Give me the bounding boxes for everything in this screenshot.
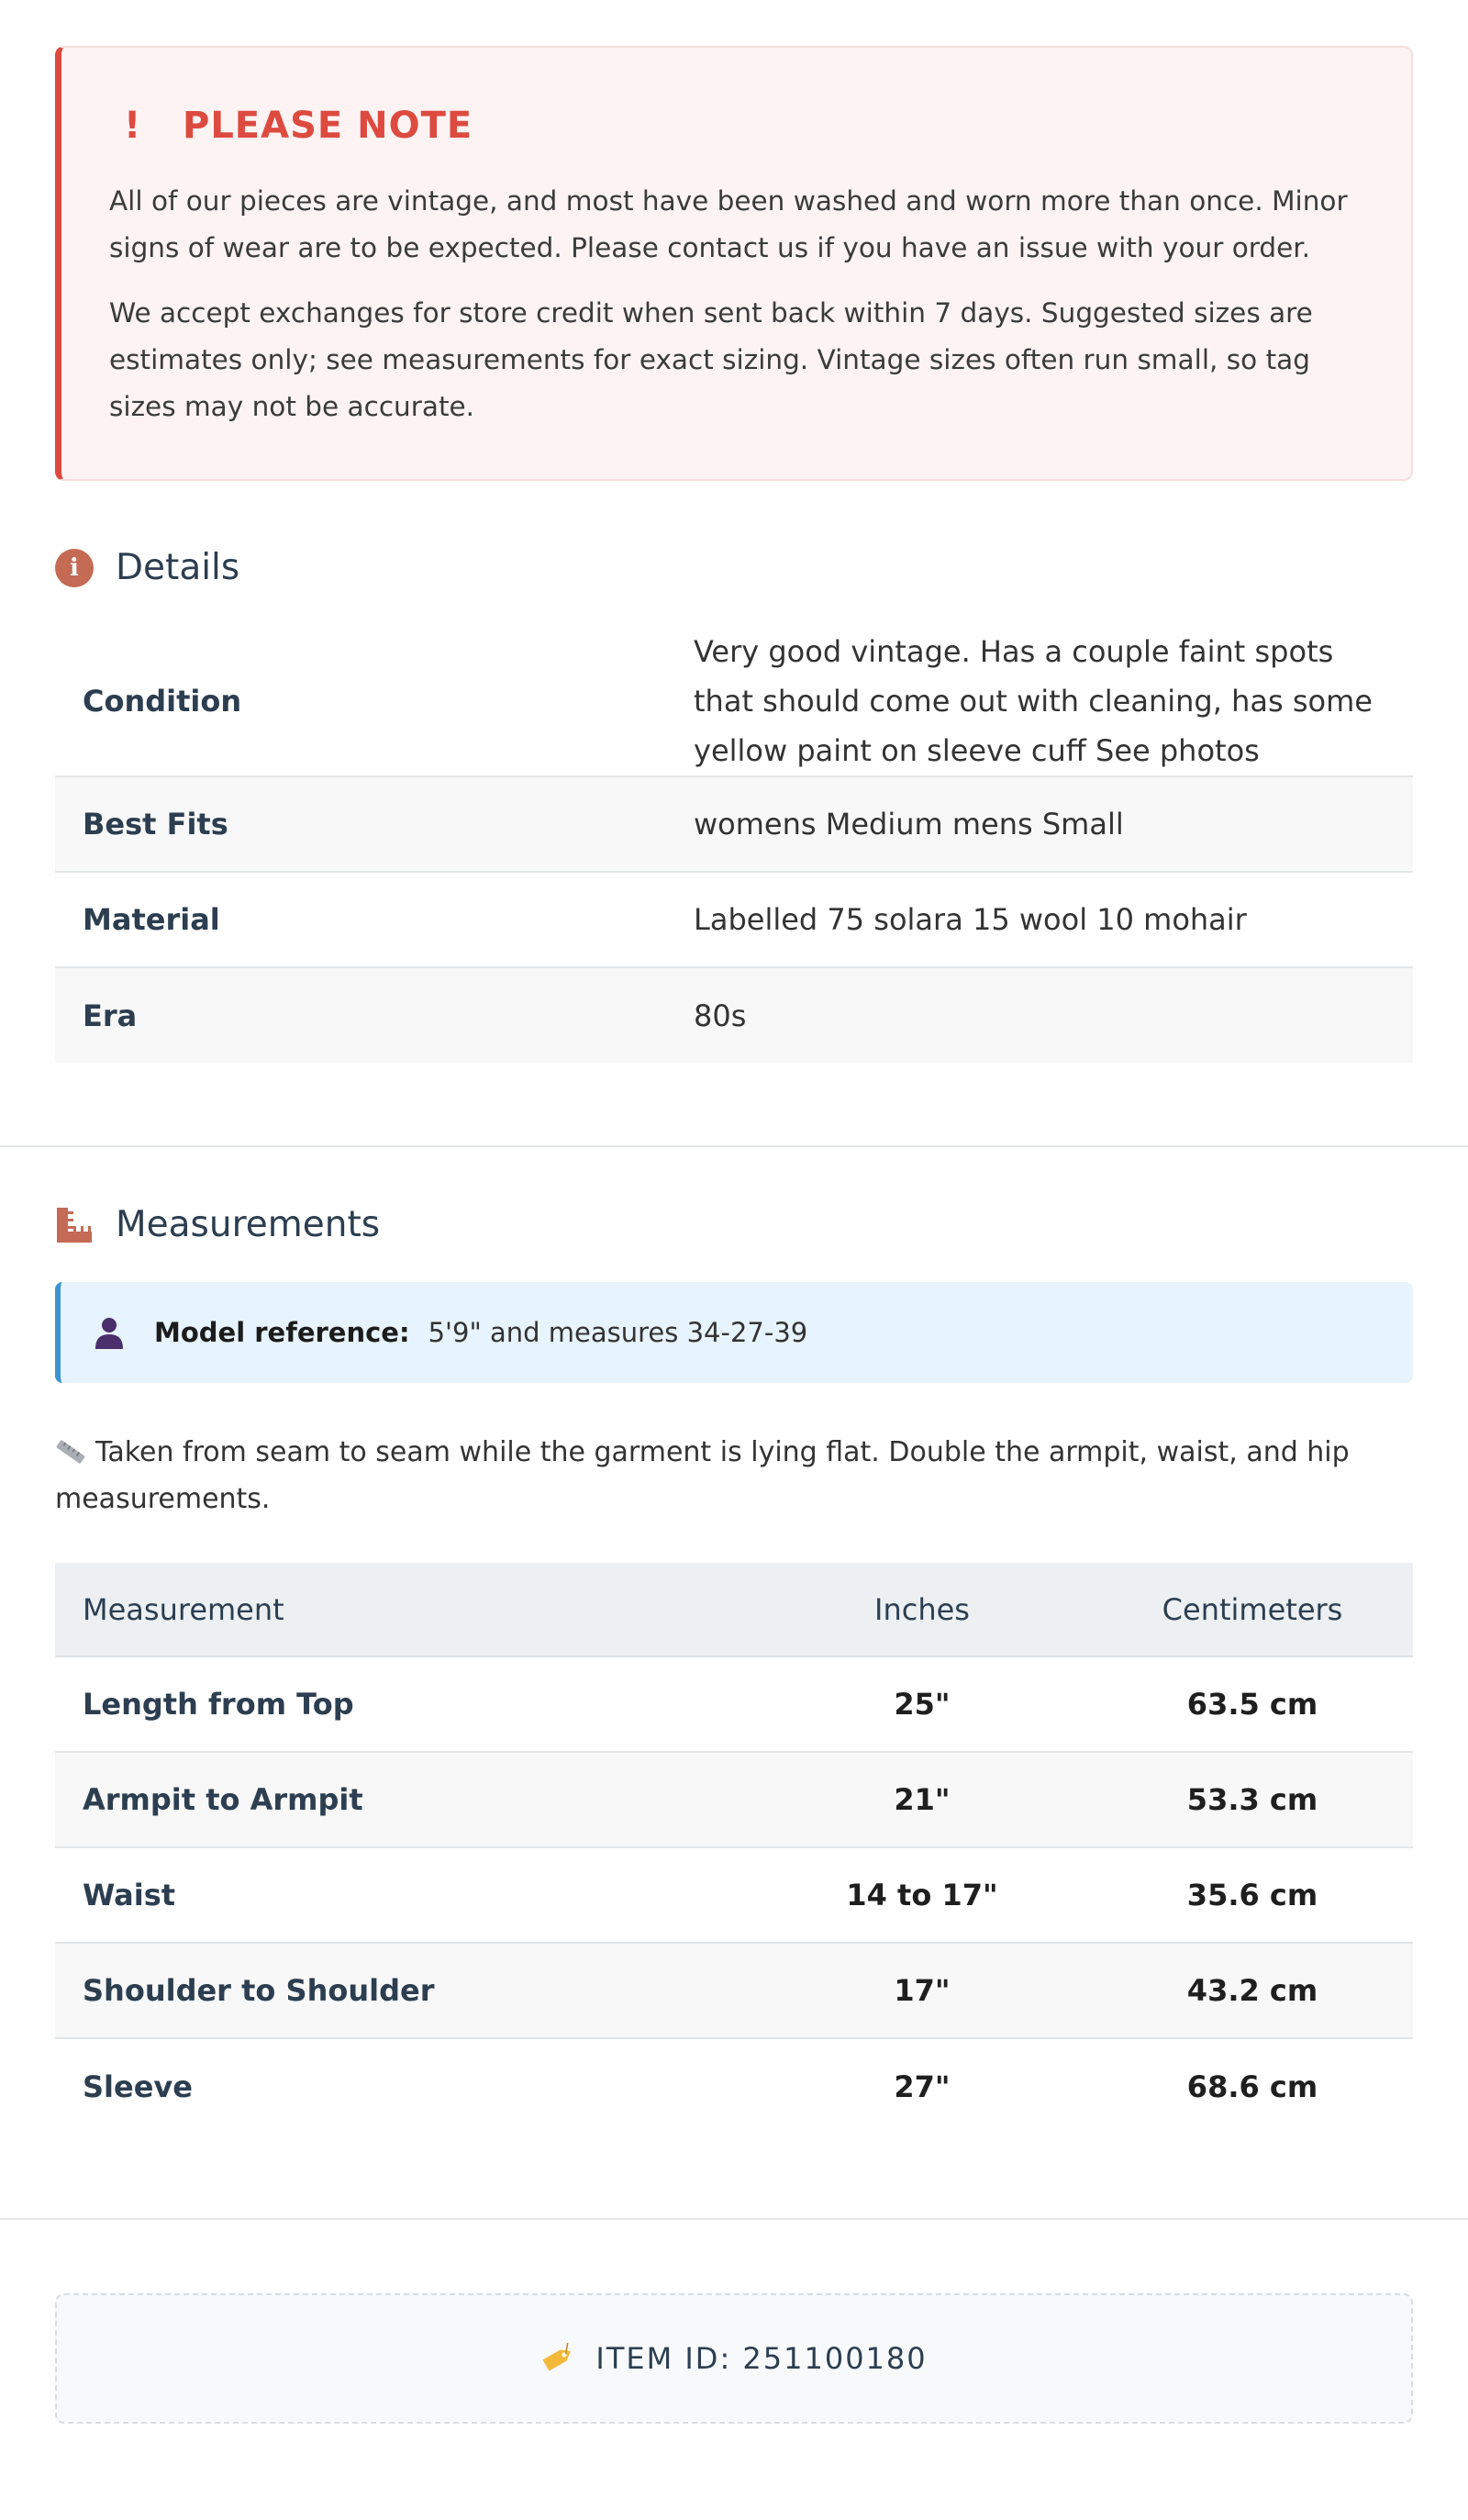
measurement-note-text: Taken from seam to seam while the garment is lying flat. Double the armpit, waist, and hip measurements. <box>55 1436 1350 1515</box>
details-value: Very good vintage. Has a couple faint spots that should come out with cleaning, has some yellow paint on sleeve cuff See photos <box>694 634 1373 768</box>
ruler-icon <box>55 1206 94 1244</box>
measurement-cm: 43.2 cm <box>1092 1943 1413 2038</box>
details-key: Best Fits <box>83 807 228 842</box>
item-id: ITEM ID: 251100180 <box>595 2341 928 2376</box>
model-reference-value: 5'9" and measures 34-27-39 <box>428 1317 808 1348</box>
measurement-inches: 27" <box>894 2068 951 2104</box>
info-icon: i <box>55 549 94 587</box>
measurement-cm: 68.6 cm <box>1186 2068 1318 2104</box>
column-header: Inches <box>752 1563 1092 1656</box>
notice-paragraph: All of our pieces are vintage, and most have been washed and worn more than once. Minor signs of wear are to be expected. Please contact us if you have an issue with your order. <box>109 185 1348 263</box>
item-id-box <box>55 2293 1413 2424</box>
measurement-name: Shoulder to Shoulder <box>55 1943 752 2038</box>
details-value: Labelled 75 solara 15 wool 10 mohair <box>694 902 1247 937</box>
exclamation-icon: ! <box>124 105 141 147</box>
column-header: Measurement <box>55 1563 752 1656</box>
details-value: womens Medium mens Small <box>694 807 1124 842</box>
model-reference <box>55 1282 1413 1383</box>
notice-header <box>109 105 1363 147</box>
notice-box <box>55 46 1413 481</box>
model-reference-label: Model reference: <box>154 1317 410 1348</box>
notice-paragraph: We accept exchanges for store credit when sent back within 7 days. Suggested sizes are estimates only; see measurements for exact sizing. Vintage sizes often run small, so tag sizes may not be accurate. <box>109 297 1313 422</box>
measurement-inches: 25" <box>752 1656 1092 1752</box>
table-row <box>55 1847 1413 1943</box>
measurements-heading <box>55 1204 1413 1245</box>
measurement-name: Sleeve <box>83 2068 193 2104</box>
ruler-icon <box>55 1439 86 1465</box>
measurement-cm: 53.3 cm <box>1092 1752 1413 1847</box>
details-heading <box>55 547 1413 588</box>
measurements-table <box>55 1563 1413 2134</box>
details-row <box>55 872 1413 967</box>
table-row <box>55 2038 1413 2134</box>
details-row <box>55 627 1413 776</box>
details-value: 80s <box>694 998 747 1033</box>
table-row <box>55 1752 1413 1847</box>
details-key: Material <box>83 902 220 937</box>
measurement-inches: 14 to 17" <box>752 1847 1092 1943</box>
notice-title: PLEASE NOTE <box>183 105 473 147</box>
details-row <box>55 776 1413 872</box>
measurements-title: Measurements <box>116 1204 381 1245</box>
measurement-note <box>55 1429 1413 1522</box>
measurement-cm: 35.6 cm <box>1092 1847 1413 1943</box>
tag-icon <box>540 2343 575 2374</box>
details-row <box>55 967 1413 1063</box>
details-table <box>55 627 1413 1063</box>
measurement-inches: 21" <box>752 1752 1092 1847</box>
column-header: Centimeters <box>1092 1563 1413 1656</box>
details-key: Era <box>83 998 138 1033</box>
person-icon <box>94 1316 125 1349</box>
table-header-row <box>55 1563 1413 1656</box>
details-key: Condition <box>83 684 242 719</box>
measurement-cm: 63.5 cm <box>1092 1656 1413 1752</box>
measurement-inches: 17" <box>752 1943 1092 2038</box>
details-title: Details <box>116 547 240 588</box>
table-row <box>55 1656 1413 1752</box>
measurement-name: Waist <box>55 1847 752 1943</box>
table-row <box>55 1943 1413 2038</box>
measurement-name: Armpit to Armpit <box>55 1752 752 1847</box>
measurement-name: Length from Top <box>55 1656 752 1752</box>
